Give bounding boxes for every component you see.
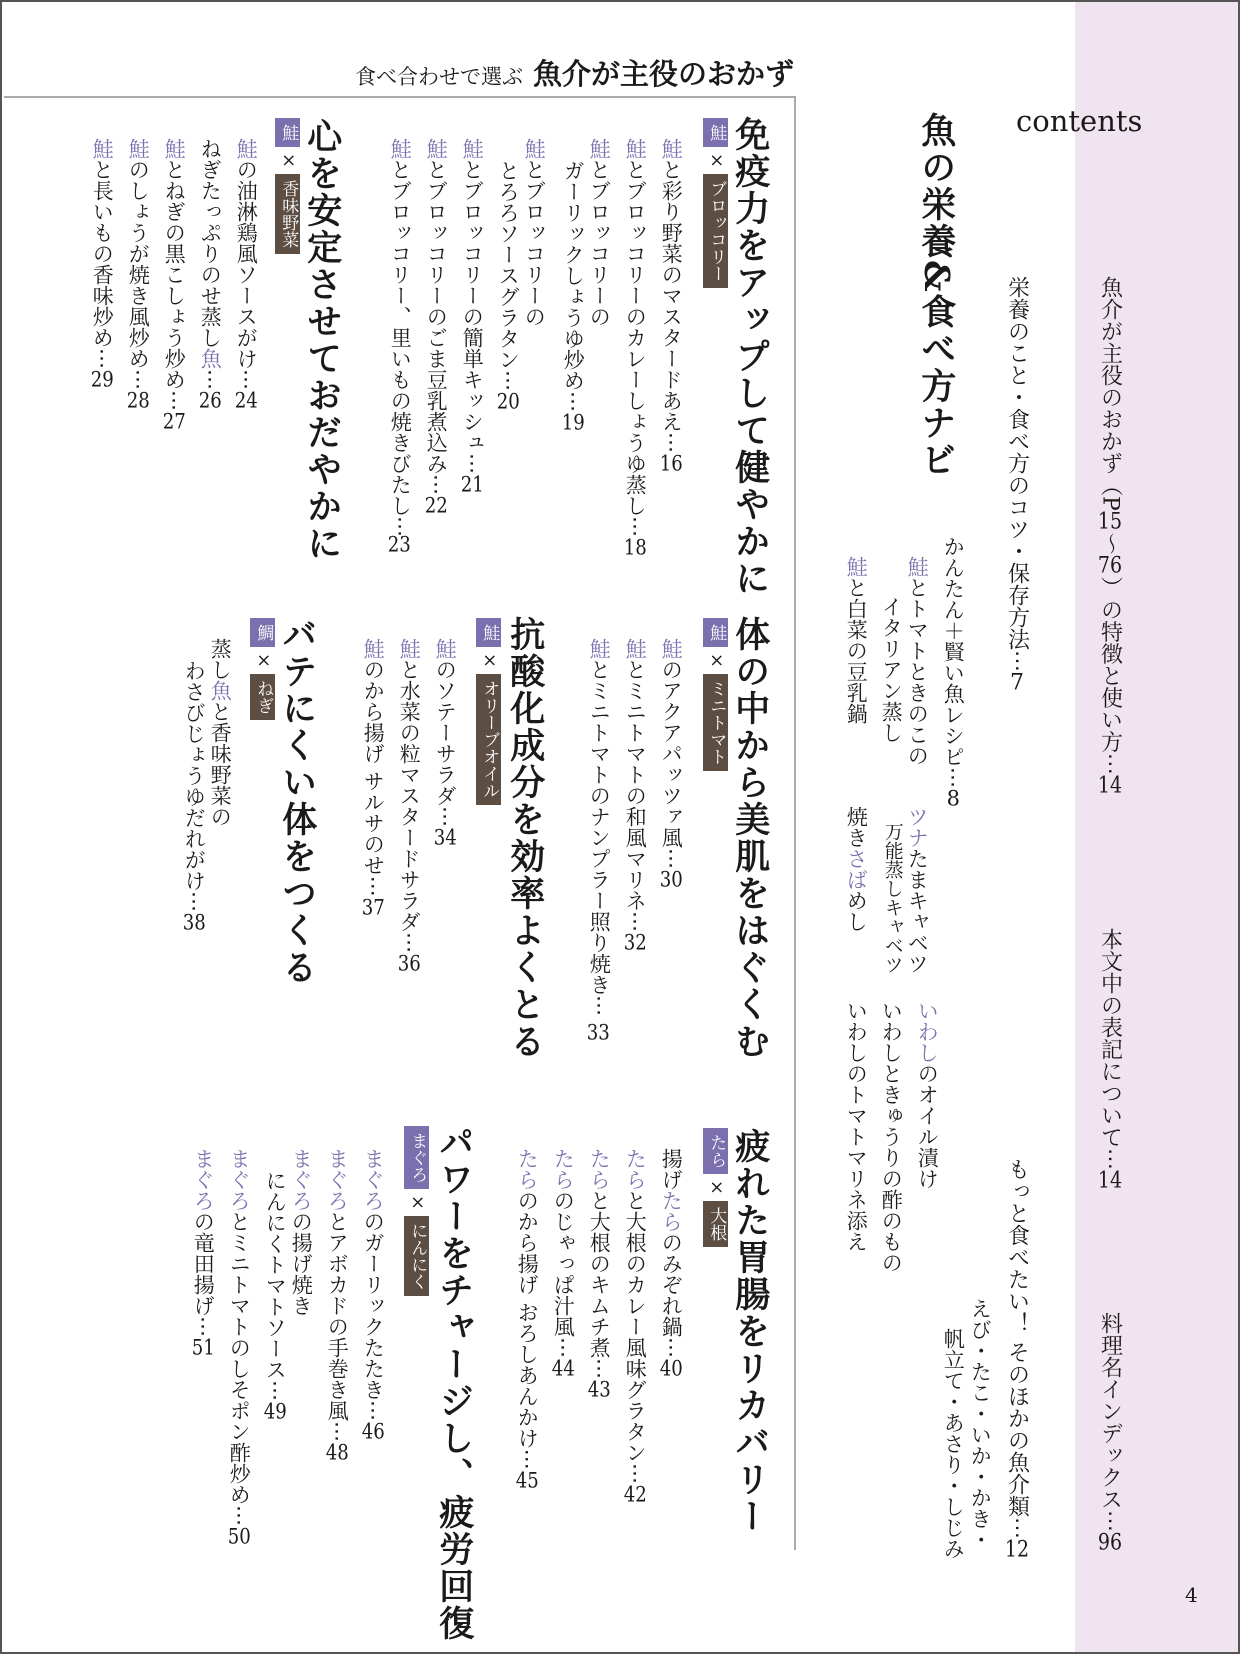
pair-tag: オリーブオイル (476, 674, 501, 805)
pair-tag: ブロッコリー (703, 174, 728, 288)
recipe-item: まぐろの竜田揚げ⋯51 (191, 1148, 216, 1358)
recipe-item: わさびじょうゆだれがけ⋯38 (182, 660, 207, 933)
fish-tag: 鮭 (703, 118, 728, 147)
header-subtitle: 食べ合わせで選ぶ (354, 65, 523, 89)
entry-notation: 本文中の表記について⋯14 (1097, 928, 1123, 1192)
section-title: バテにくい体をつくる (276, 616, 318, 986)
column-rule (794, 96, 796, 1550)
recipe-item: 蒸し魚と香味野菜の (208, 638, 233, 827)
page-number: 4 (1185, 1583, 1198, 1607)
section-tags: まぐろ×にんにく (404, 1126, 429, 1296)
nav-recipe: 焼きさばめし (844, 806, 869, 932)
recipe-item: たらと大根のカレー風味グラタン⋯42 (623, 1148, 648, 1505)
header-rule (4, 96, 796, 98)
recipe-item: 揚げたらのみぞれ鍋⋯40 (659, 1148, 684, 1379)
recipe-item: たらと大根のキムチ煮⋯43 (587, 1148, 612, 1400)
recipe-item: ガーリックしょうゆ炒め⋯19 (561, 160, 586, 433)
nav-recipe: いわしときゅうりの酢のもの (879, 1000, 904, 1273)
section-tags: 鮭×ミニトマト (703, 618, 728, 771)
nav-recipe: ツナたまキャベツ (905, 806, 930, 974)
section-tags: 鯛×ねぎ (250, 618, 275, 720)
recipe-item: 鮭のしょうが焼き風炒め⋯28 (126, 138, 151, 411)
recipe-item: 鮭とミニトマトのナンプラー照り焼き⋯ (587, 638, 612, 1016)
entry-easy-recipes: かんたん＋賢い魚レシピ⋯8 (941, 536, 966, 809)
section-title: 抗酸化成分を効率よくとる (504, 616, 546, 1060)
entry-more-seafood: もっと食べたい！ そのほかの魚介類⋯12 (1004, 1158, 1030, 1561)
recipe-item: まぐろの揚げ焼き (289, 1148, 314, 1316)
recipe-item: 鮭とブロッコリーのごま豆乳煮込み⋯22 (424, 138, 449, 516)
page-header (355, 52, 794, 93)
fish-tag: たら (703, 1128, 728, 1174)
nav-recipe: いわしのオイル漬け (915, 1000, 940, 1189)
section-title: 免疫力をアップして健やかに (729, 116, 771, 597)
pair-tag: 大根 (703, 1201, 728, 1247)
section-tags: 鮭×香味野菜 (275, 118, 300, 254)
entry-features: 魚介が主役のおかず（P15〜76）の特徴と使い方⋯14 (1097, 276, 1123, 797)
recipe-item: まぐろとミニトマトのしそポン酢炒め⋯50 (227, 1148, 252, 1547)
nav-recipe: 鮭とトマトときのこの (905, 556, 930, 766)
nav-recipe: イタリアン蒸し (879, 596, 904, 743)
recipe-item: 鮭とねぎの黒こしょう炒め⋯27 (162, 138, 187, 432)
fish-tag: 鮭 (275, 118, 300, 147)
recipe-item: 鮭とブロッコリーの (522, 138, 547, 327)
recipe-item: 鮭と彩り野菜のマスタードあえ⋯16 (659, 138, 684, 474)
recipe-item: 鮭とミニトマトの和風マリネ⋯32 (623, 638, 648, 953)
fish-tag: まぐろ (404, 1126, 429, 1189)
recipe-item: 鮭とブロッコリーの簡単キッシュ⋯21 (460, 138, 485, 495)
recipe-item: まぐろとアボカドの手巻き風⋯48 (325, 1148, 350, 1463)
pair-tag: ミニトマト (703, 674, 728, 771)
section-tags: たら×大根 (703, 1128, 728, 1247)
more-seafood-list-1: えび・たこ・いか・かき・ (968, 1298, 993, 1550)
pair-tag: 香味野菜 (275, 174, 300, 254)
page-ref: 23 (387, 534, 411, 555)
entry-index: 料理名インデックス⋯96 (1097, 1312, 1123, 1554)
pair-tag: ねぎ (250, 674, 275, 720)
entry-nutrition: 栄養のこと・食べ方のコツ・保存方法⋯7 (1004, 276, 1030, 694)
recipe-item: 鮭とブロッコリーの (587, 138, 612, 327)
recipe-item: 鮭のソテーサラダ⋯34 (433, 638, 458, 848)
recipe-item: たらのから揚げ おろしあんかけ⋯45 (515, 1148, 540, 1491)
section-title: 疲れた胃腸をリカバリー (729, 1128, 771, 1535)
recipe-item: たらのじゃっぱ汁風⋯44 (551, 1148, 576, 1379)
header-title: 魚介が主役のおかず (532, 57, 794, 91)
recipe-item: 鮭とブロッコリー、里いもの焼きびたし⋯ (388, 138, 413, 537)
recipe-item: にんにくトマトソース⋯49 (263, 1170, 288, 1422)
nav-recipe: いわしのトマトマリネ添え (844, 1000, 869, 1252)
fish-tag: 鯛 (250, 618, 275, 647)
section-title: パワーをチャージし、疲労回復 (433, 1124, 475, 1642)
section-tags: 鮭×オリーブオイル (476, 618, 501, 805)
section-tags: 鮭×ブロッコリー (703, 118, 728, 288)
recipe-item: 鮭と長いもの香味炒め⋯29 (90, 138, 115, 390)
nav-recipe: 万能蒸しキャベツ (881, 822, 904, 974)
recipe-item: とろろソースグラタン⋯20 (496, 160, 521, 412)
fish-tag: 鮭 (476, 618, 501, 647)
recipe-item: 鮭のアクアパッツァ風⋯30 (659, 638, 684, 890)
page-ref: 33 (586, 1022, 610, 1043)
more-seafood-list-2: 帆立て・あさり・しじみ (941, 1328, 966, 1559)
recipe-item: 鮭のから揚げ サルサのせ⋯37 (361, 638, 386, 918)
section-title: 心を安定させておだやかに (301, 118, 343, 562)
fish-tag: 鮭 (703, 618, 728, 647)
nav-recipe: 鮭と白菜の豆乳鍋 (844, 556, 869, 724)
recipe-item: 鮭とブロッコリーのカレーしょうゆ蒸し⋯18 (623, 138, 648, 558)
fish-nav-title: 魚の栄養&食べ方ナビ (915, 112, 957, 479)
pair-tag: にんにく (404, 1216, 429, 1296)
recipe-item: ねぎたっぷりのせ蒸し魚⋯26 (198, 138, 223, 411)
section-title: 体の中から美肌をはぐくむ (729, 616, 771, 1060)
contents-label: contents (1016, 104, 1143, 138)
recipe-item: まぐろのガーリックたたき⋯46 (361, 1148, 386, 1442)
recipe-item: 鮭の油淋鶏風ソースがけ⋯24 (234, 138, 259, 411)
recipe-item: 鮭と水菜の粒マスタードサラダ⋯36 (397, 638, 422, 974)
